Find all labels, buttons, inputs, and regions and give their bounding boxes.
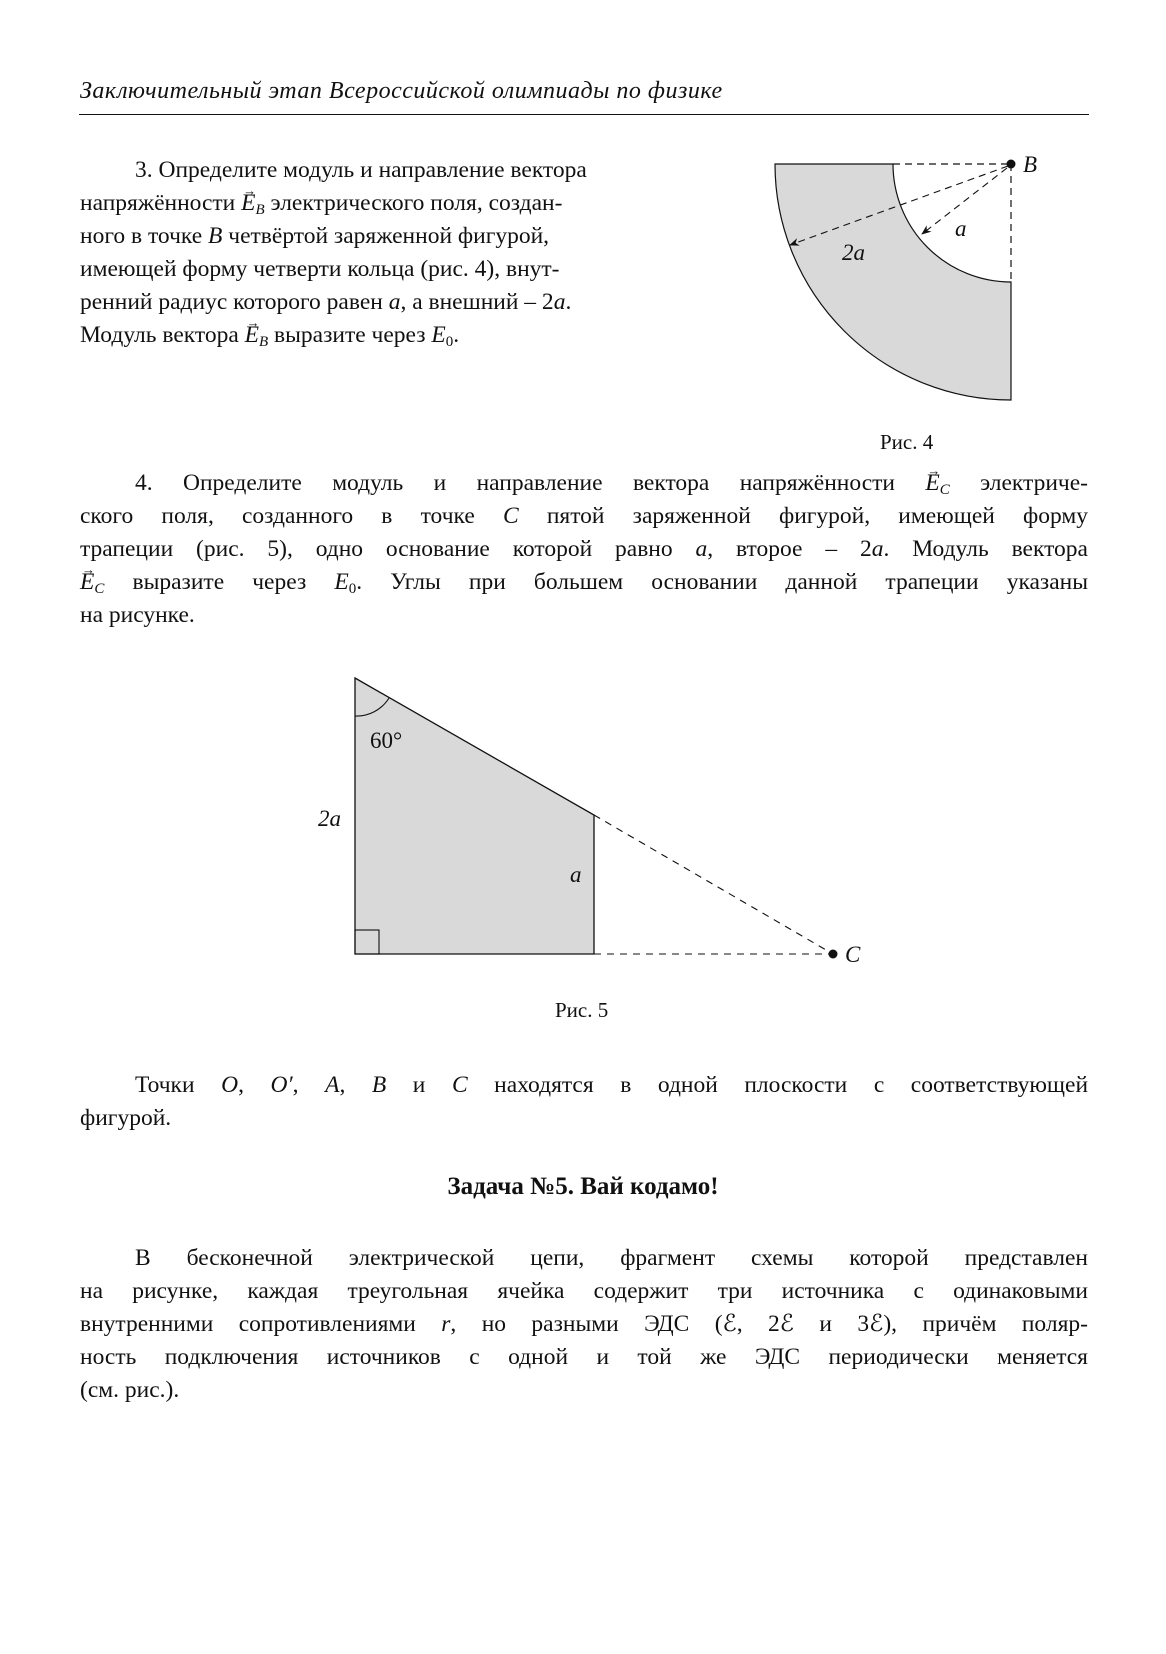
angle-label: 60° bbox=[370, 728, 403, 753]
p3-line-2: напряжённости → $E_B$ электрического поля, создан- bbox=[80, 187, 562, 220]
p5-line-4: ность подключения источников с одной и той же ЭДС периодически меняется bbox=[80, 1344, 1088, 1370]
figure-4-quarter-ring bbox=[775, 152, 1037, 400]
figure-5-caption: Рис. 5 bbox=[555, 998, 609, 1022]
p4-line-2: ского поля, созданного в точке C пятой заряженной фигурой, имеющей форму bbox=[80, 503, 1088, 529]
p3-line-6: Модуль вектора → $E_B$ выразите через $E_0$. bbox=[80, 319, 459, 352]
left-side-label: 2a bbox=[318, 806, 341, 831]
p4-line-5: на рисунке. bbox=[80, 602, 195, 628]
vector-e-b: → E bbox=[241, 187, 255, 220]
point-b-dot bbox=[1007, 160, 1016, 169]
p4-line-4: → $E_C$ выразите через $E_0$. Углы при большем основании данной трапеции указаны bbox=[80, 566, 1088, 599]
inner-radius-label: a bbox=[955, 216, 967, 241]
p3-line-5: ренний радиус которого равен a, а внешний – 2a. bbox=[80, 289, 572, 315]
point-c-dot bbox=[829, 950, 838, 959]
quarter-ring-shape bbox=[775, 164, 1011, 400]
point-b-label: B bbox=[1023, 152, 1038, 177]
outer-radius-label: 2a bbox=[842, 240, 865, 265]
p5-line-1: В бесконечной электрической цепи, фрагмент схемы которой представлен bbox=[135, 1245, 1088, 1271]
p5-line-3: внутренними сопротивлениями r, но разными ЭДС (ℰ, 2ℰ и 3ℰ), причём поляр- bbox=[80, 1311, 1088, 1337]
p4-line-1: 4. Определите модуль и направление вектора напряжённости → $E_C$ электриче- bbox=[135, 467, 1088, 500]
p4-line-3: трапеции (рис. 5), одно основание которой равно a, второе – 2a. Модуль вектора bbox=[80, 536, 1088, 562]
problem-5-heading: Задача №5. Вай кодамо! bbox=[447, 1173, 719, 1200]
p5-line-2: на рисунке, каждая треугольная ячейка содержит три источника с одинаковыми bbox=[80, 1278, 1088, 1304]
figure-5-trapezoid bbox=[318, 678, 861, 967]
dashed-extension bbox=[594, 815, 833, 954]
point-c-label: C bbox=[845, 942, 861, 967]
running-header-title: Заключительный этап Всероссийской олимпиады по физике bbox=[80, 78, 723, 104]
trapezoid-shape bbox=[355, 678, 594, 954]
p3-line-1: 3. Определите модуль и направление вектора bbox=[135, 157, 587, 183]
points-note-line-2: фигурой. bbox=[80, 1105, 172, 1131]
p3-line-4: имеющей форму четверти кольца (рис. 4), внут- bbox=[80, 256, 560, 282]
p5-line-5: (см. рис.). bbox=[80, 1377, 180, 1403]
points-note-line-1: Точки O, O′, A, B и C находятся в одной плоскости с соответствующей bbox=[135, 1072, 1089, 1098]
p3-line-3: ного в точке B четвёртой заряженной фигурой, bbox=[80, 223, 550, 249]
figure-4-caption: Рис. 4 bbox=[880, 430, 934, 454]
right-side-label: a bbox=[570, 862, 582, 887]
